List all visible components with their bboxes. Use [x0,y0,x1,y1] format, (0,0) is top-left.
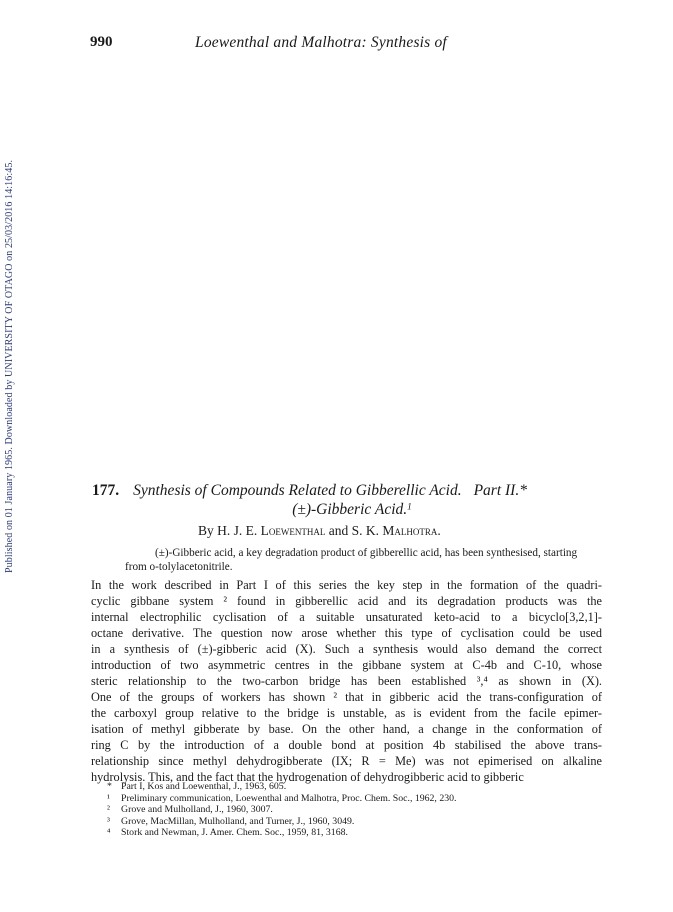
footnote-mark: ³ [107,815,110,827]
footnotes [107,781,587,839]
abstract [125,546,595,574]
download-side-note: Published on 01 January 1965. Downloaded by UNIVERSITY OF OTAGO on 25/03/2016 14:16:45. [4,159,15,573]
footnote-text: Stork and Newman, J. Amer. Chem. Soc., 1959, 81, 3168. [121,827,348,839]
body-line: One of the groups of workers has shown ² that in gibberic acid the trans-configuration of [91,690,602,704]
body-line: In the work described in Part I of this series the key step in the formation of the quadri- [91,578,602,592]
footnote-mark: ² [107,804,110,816]
body-line: relationship since methyl dehydrogibberate (IX; R = Me) was not epimerised on alkaline [91,754,602,768]
body-line: hydrolysis. This, and the fact that the hydrogenation of dehydrogibberic acid to gibberic [91,770,524,784]
title-line-1 [92,482,612,500]
footnote-text: Grove, MacMillan, Mulholland, and Turner, J., 1960, 3049. [121,815,355,827]
footnote-text: Part I, Kos and Loewenthal, J., 1963, 605. [121,781,287,792]
title-main: Synthesis of Compounds Related to Gibberellic Acid. [133,482,462,499]
page-number: 990 [90,34,113,50]
author1-initials: H. J. E. [217,523,258,538]
author2-initials: S. K. [351,523,380,538]
body-line: cyclic gibbane system ² found in gibberellic acid and its degradation products was the [91,594,602,608]
author-joiner: and [328,523,349,538]
body-line: internal electrophilic cyclisation of a suitable unsaturated keto-acid to a bicyclo[3,2,1]- [91,610,602,624]
body-line: ring C by the introduction of a double bond at position 4b stabilised the above trans- [91,738,602,752]
author1-surname: Loewenthal [260,523,326,538]
article-title [92,482,612,519]
footnote-mark: * [107,781,112,792]
footnote-text: Preliminary communication, Loewenthal and Malhotra, Proc. Chem. Soc., 1962, 230. [121,792,457,804]
byline-prefix: By [198,523,214,538]
footnote [107,793,587,805]
body-text [91,577,602,785]
body-line: introduction of two asymmetric centres in the gibbane system at C-4b and C-10, whose [91,658,602,672]
title-line-2 [92,501,612,519]
body-line: octane derivative. The question now arose whether this type of cyclisation could be used [91,626,602,640]
footnote-text: Grove and Mulholland, J., 1960, 3007. [121,804,273,816]
running-head: Loewenthal and Malhotra: Synthesis of [195,34,447,51]
byline [198,523,441,539]
body-line: in a synthesis of (±)-gibberic acid (X). Such a synthesis would also demand the correct [91,642,602,656]
title-part: Part II.* [473,482,527,499]
footnote-mark: ¹ [107,792,110,804]
article-number: 177. [92,482,120,499]
footnote-mark: ⁴ [107,827,111,839]
footnote [107,827,587,839]
body-line: the carboxyl group relative to the bridge is unstable, as is evident from the facile epimer- [91,706,602,720]
abstract-line: (±)-Gibberic acid, a key degradation product of gibberellic acid, has [155,547,460,559]
footnote [107,804,587,816]
body-line: isation of methyl gibberate by base. On the other hand, a change in the conformation of [91,722,602,736]
author2-surname: Malhotra. [382,523,441,538]
title-footnote-ref: 1 [407,502,412,513]
body-line: steric relationship to the two-carbon bridge has been established ³,⁴ as shown in (X). [91,674,602,688]
footnote [107,781,587,793]
abstract-line: been synthesised, starting from o-tolylacetonitrile. [125,547,578,573]
footnote [107,816,587,828]
title-subtitle: (±)-Gibberic Acid. [292,501,408,518]
